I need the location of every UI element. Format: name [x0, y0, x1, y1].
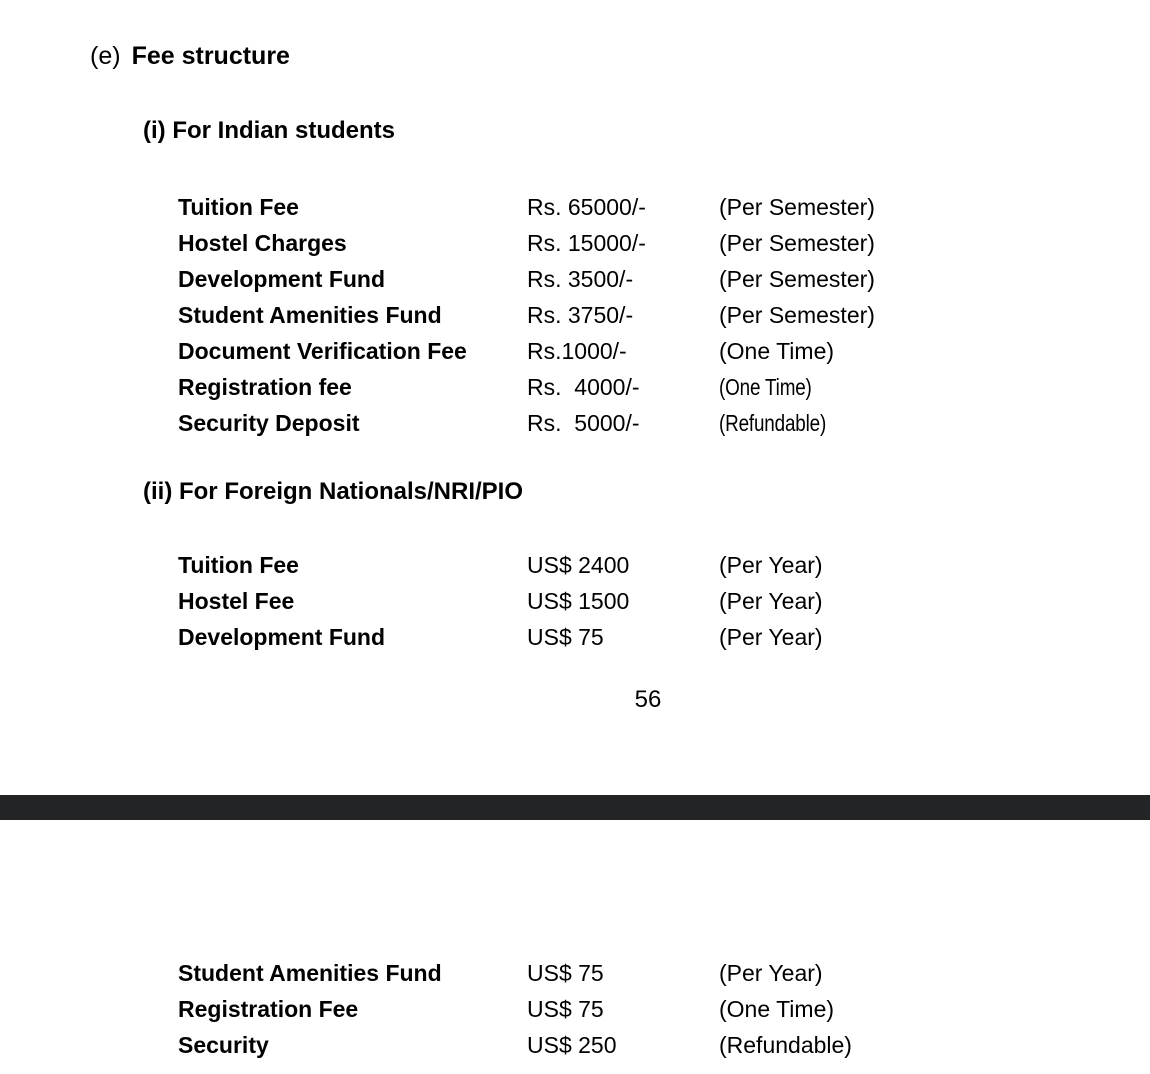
- fee-amount: Rs. 5000/-: [527, 410, 640, 436]
- fee-row: [178, 550, 1078, 586]
- fee-table-indian: [178, 192, 1078, 444]
- fee-row: [178, 958, 1078, 994]
- fee-amount: US$ 75: [527, 960, 604, 986]
- fee-row: [178, 228, 1078, 264]
- fee-note: (Per Year): [719, 624, 823, 650]
- fee-row: [178, 586, 1078, 622]
- fee-amount: Rs. 4000/-: [527, 374, 640, 400]
- fee-amount: Rs. 15000/-: [527, 230, 646, 256]
- fee-table-foreign-continued: [178, 958, 1078, 1066]
- fee-note: (Per Year): [719, 552, 823, 578]
- fee-label: Registration fee: [178, 374, 352, 400]
- section-heading: [90, 40, 290, 72]
- fee-note: (One Time): [719, 996, 835, 1022]
- fee-label: Student Amenities Fund: [178, 302, 442, 328]
- fee-note: (Refundable): [719, 410, 827, 436]
- fee-note: (One Time): [719, 338, 835, 364]
- fee-row: [178, 300, 1078, 336]
- fee-amount: Rs.1000/-: [527, 338, 627, 364]
- subsection-heading-foreign: (ii) For Foreign Nationals/NRI/PIO: [143, 478, 524, 505]
- fee-amount: Rs. 3500/-: [527, 266, 634, 292]
- fee-note: (Refundable): [719, 1032, 852, 1058]
- section-marker: (e): [90, 42, 121, 70]
- fee-note: (Per Year): [719, 960, 823, 986]
- fee-row: [178, 1030, 1078, 1066]
- fee-label: Tuition Fee: [178, 552, 299, 578]
- fee-amount: US$ 2400: [527, 552, 630, 578]
- fee-note: (Per Semester): [719, 302, 875, 328]
- page-number: 56: [634, 686, 662, 713]
- fee-note: (One Time): [719, 374, 812, 400]
- fee-label: Security: [178, 1032, 269, 1058]
- subsection-heading-indian: (i) For Indian students: [143, 117, 395, 144]
- fee-row: [178, 264, 1078, 300]
- fee-row: [178, 408, 1078, 444]
- fee-row: [178, 994, 1078, 1030]
- fee-row: [178, 372, 1078, 408]
- fee-label: Document Verification Fee: [178, 338, 467, 364]
- fee-row: [178, 192, 1078, 228]
- fee-note: (Per Semester): [719, 230, 875, 256]
- fee-amount: Rs. 65000/-: [527, 194, 646, 220]
- fee-label: Development Fund: [178, 624, 386, 650]
- fee-row: [178, 622, 1078, 658]
- fee-amount: US$ 1500: [527, 588, 630, 614]
- fee-label: Development Fund: [178, 266, 386, 292]
- fee-label: Hostel Fee: [178, 588, 295, 614]
- fee-label: Registration Fee: [178, 996, 359, 1022]
- fee-amount: US$ 75: [527, 996, 604, 1022]
- fee-table-foreign: [178, 550, 1078, 658]
- page-divider: [0, 795, 1150, 820]
- fee-label: Security Deposit: [178, 410, 360, 436]
- fee-note: (Per Semester): [719, 194, 875, 220]
- section-title: Fee structure: [131, 42, 290, 70]
- fee-label: Student Amenities Fund: [178, 960, 442, 986]
- fee-amount: US$ 75: [527, 624, 604, 650]
- fee-label: Tuition Fee: [178, 194, 299, 220]
- fee-note: (Per Semester): [719, 266, 875, 292]
- fee-row: [178, 336, 1078, 372]
- fee-amount: US$ 250: [527, 1032, 617, 1058]
- fee-note: (Per Year): [719, 588, 823, 614]
- fee-amount: Rs. 3750/-: [527, 302, 634, 328]
- fee-label: Hostel Charges: [178, 230, 347, 256]
